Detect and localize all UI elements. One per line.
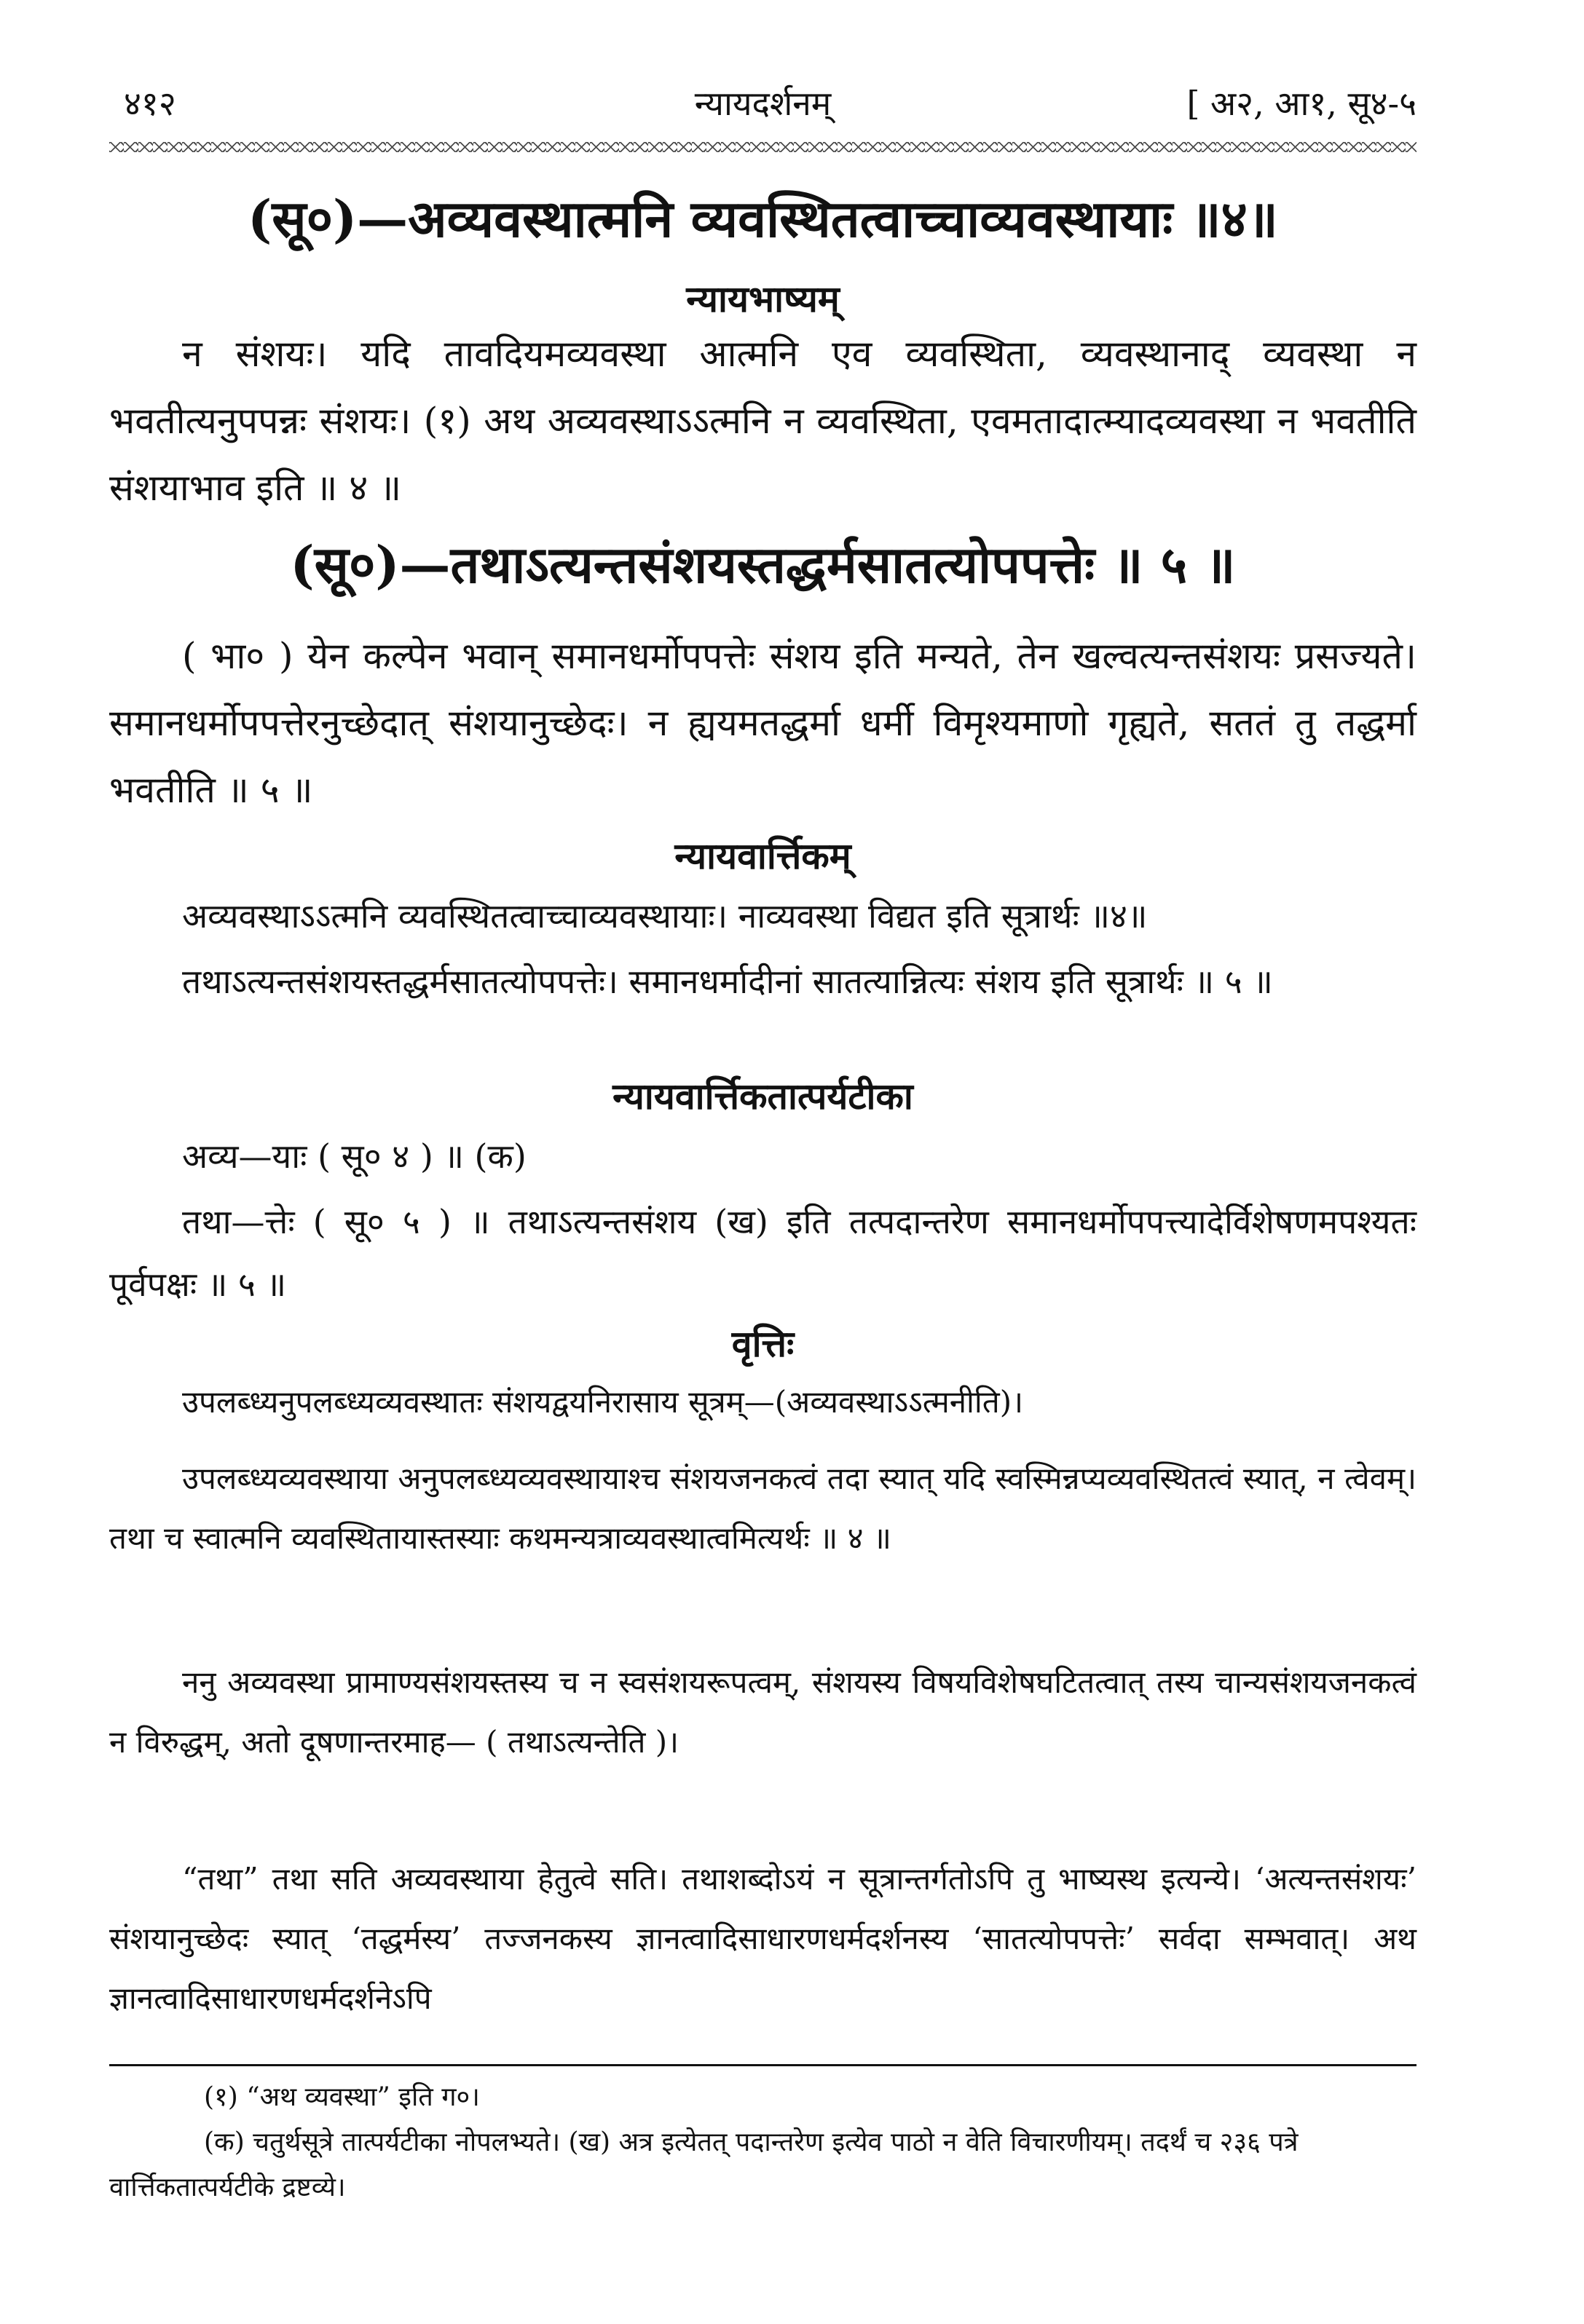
section-reference: [ अ२, आ१, सू४-५ — [1186, 84, 1416, 123]
footnote-2: (क) चतुर्थसूत्रे तात्पर्यटीका नोपलभ्यते। (ख) अत्र इत्येतत् पदान्तरेण इत्येव पाठो न वेति विचारणीयम्। तदर्थं च २३६ पत्रे वार्त्तिकतात्पर्यटीके द्रष्टव्ये। — [109, 2127, 1299, 2202]
vartika-paragraph-1: अव्यवस्थाऽऽत्मनि व्यवस्थितत्वाच्चाव्यवस्थायाः। नाव्यवस्था विद्यत इति सूत्रार्थः ॥४॥ — [182, 896, 1148, 936]
tika-paragraph-2: तथा—त्तेः ( सू० ५ ) ॥ तथाऽत्यन्तसंशय (ख) इति तत्पदान्तरेण समानधर्मोपपत्त्यादेर्विशेषणमपश्यतः पूर्वपक्षः ॥ ५ ॥ — [109, 1202, 1416, 1304]
vritti-paragraph-2: उपलब्ध्यव्यवस्थाया अनुपलब्ध्यव्यवस्थायाश्च संशयजनकत्वं तदा स्यात् यदि स्वस्मिन्नप्यव्यवस्थितत्वं स्यात्, न त्वेवम्। तथा च स्वात्मनि व्यवस्थितायास्तस्याः कथमन्यत्राव्यवस्थात्वमित्यर्थः ॥ ४ ॥ — [109, 1461, 1416, 1556]
page-number: ४१२ — [124, 84, 176, 123]
footnote-1: (१) “अथ व्यवस्था” इति ग०। — [204, 2082, 480, 2112]
header-wavy-rule — [109, 142, 1416, 152]
running-header — [109, 80, 1416, 131]
tatparyatika-heading: न्यायवार्त्तिकतात्पर्यटीका — [612, 1075, 913, 1118]
bhashya-sutra5-text: ( भा० ) येन कल्पेन भवान् समानधर्मोपपत्तेः संशय इति मन्यते, तेन खल्वत्यन्तसंशयः प्रसज्यते। समानधर्मोपपत्तेरनुच्छेदात् संशयानुच्छेदः। न ह्ययमतद्धर्मा धर्मी विमृश्यमाणो गृह्यते, सततं तु तद्धर्मा भवतीति ॥ ५ ॥ — [109, 635, 1416, 811]
vritti-paragraph-4: “तथा” तथा सति अव्यवस्थाया हेतुत्वे सति। तथाशब्दोऽयं न सूत्रान्तर्गतोऽपि तु भाष्यस्थ इत्यन्ये। ‘अत्यन्तसंशयः’ संशयानुच्छेदः स्यात् ‘तद्धर्मस्य’ तज्जनकस्य ज्ञानत्वादिसाधारणधर्मदर्शनस्य ‘सातत्योपपत्तेः’ सर्वदा सम्भवात्। अथ ज्ञानत्वादिसाधारणधर्मदर्शनेऽपि — [109, 1861, 1416, 2016]
sutra-5: (सू०)—तथाऽत्यन्तसंशयस्तद्धर्मसातत्योपपत्तेः ॥ ५ ॥ — [290, 534, 1236, 595]
bhashya-sutra4-text: न संशयः। यदि तावदियमव्यवस्था आत्मनि एव व्यवस्थिता, व्यवस्थानाद् व्यवस्था न भवतीत्यनुपपन्नः संशयः। (१) अथ अव्यवस्थाऽऽत्मनि न व्यवस्थिता, एवमतादात्म्यादव्यवस्था न भवतीति संशयाभाव इति ॥ ४ ॥ — [109, 333, 1416, 509]
nyaya-vartika-heading: न्यायवार्त्तिकम् — [674, 834, 851, 877]
footnote-rule — [109, 2064, 1416, 2066]
vartika-paragraph-2: तथाऽत्यन्तसंशयस्तद्धर्मसातत्योपपत्तेः। समानधर्मादीनां सातत्यान्नित्यः संशय इति सूत्रार्थः ॥ ५ ॥ — [182, 962, 1273, 1001]
footnotes — [109, 2075, 1416, 2210]
nyaya-bhashya-heading: न्यायभाष्यम् — [686, 277, 840, 320]
sutra-4: (सू०)—अव्यवस्थात्मनि व्यवस्थितत्वाच्चाव्यवस्थायाः ॥४॥ — [248, 189, 1278, 249]
tika-paragraph-1: अव्य—याः ( सू० ४ ) ॥ (क) — [182, 1137, 527, 1176]
running-title: न्यायदर्शनम् — [694, 84, 832, 123]
vritti-paragraph-3: ननु अव्यवस्था प्रामाण्यसंशयस्तस्य च न स्वसंशयरूपत्वम्, संशयस्य विषयविशेषघटितत्वात् तस्य चान्यसंशयजनकत्वं न विरुद्धम्, अतो दूषणान्तरमाह— ( तथाऽत्यन्तेति )। — [109, 1664, 1416, 1760]
vritti-heading: वृत्तिः — [731, 1322, 795, 1365]
vritti-paragraph-1: उपलब्ध्यनुपलब्ध्यव्यवस्थातः संशयद्वयनिरासाय सूत्रम्—(अव्यवस्थाऽऽत्मनीति)। — [182, 1384, 1024, 1420]
